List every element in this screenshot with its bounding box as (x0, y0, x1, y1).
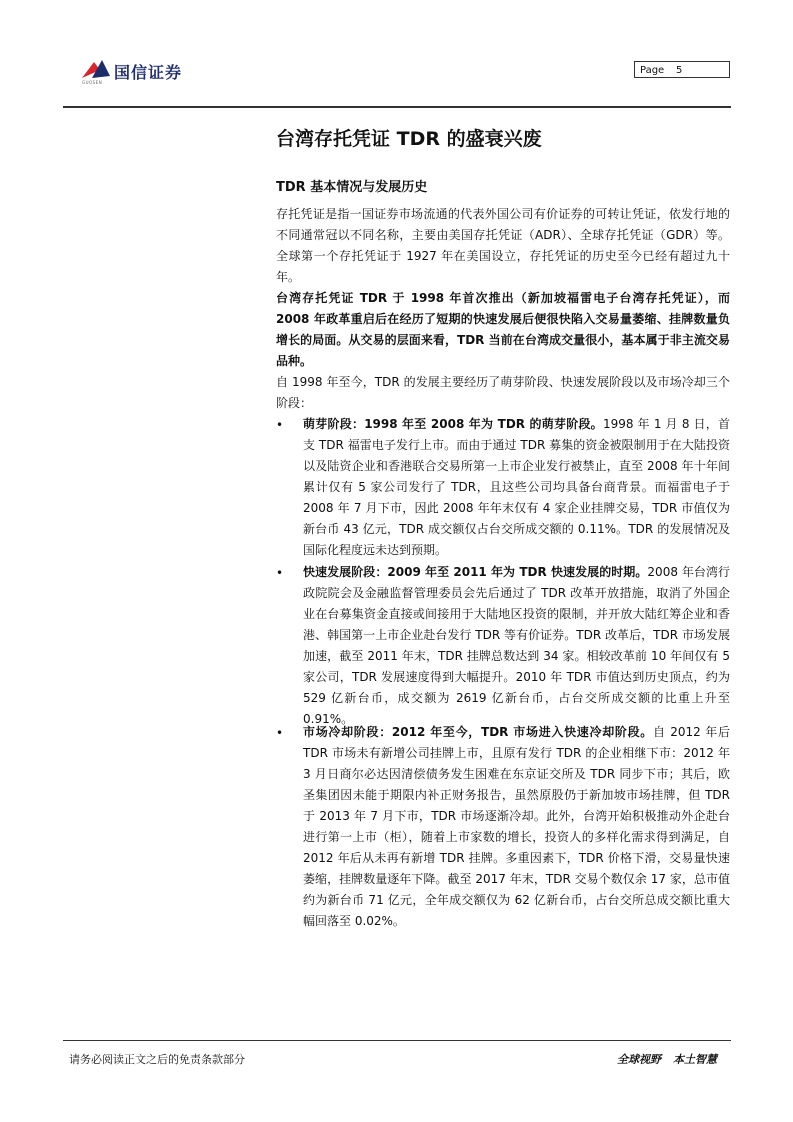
stage-1-body: 1998 年 1 月 8 日，首支 TDR 福雷电子发行上市。而由于通过 TDR 募集的资金被限制用于在大陆投资以及陆资企业和香港联合交易所第一上市企业发行被禁止，直至 2008 年十年间累计仅有 5 家公司发行了 TDR，且这些公司均具备台商背景。而福雷电子于 2008 年 7 月下市，因此 2008 年年末仅有 4 家企业挂牌交易，TDR 市值仅为新台币 43 亿元，TDR 成交额仅占台交所成交额的 0.11%。TDR 的发展情况及国际化程度远未达到预期。 (303, 417, 731, 557)
page-indicator (634, 61, 730, 78)
stage-2-lead: 快速发展阶段：2009 年至 2011 年为 TDR 快速发展的时期。 (303, 565, 648, 579)
company-logo (80, 56, 200, 92)
logo-subtext: GUOSEN (82, 80, 103, 85)
logo-text: 国信证券 (114, 63, 183, 82)
page-label: Page (640, 65, 665, 76)
page-title: 台湾存托凭证 TDR 的盛衰兴废 (276, 128, 542, 150)
footer-divider (63, 1040, 731, 1041)
slogan-part-1: 全球视野 (617, 1053, 661, 1066)
page-number: 5 (676, 65, 683, 76)
summary-paragraph: 台湾存托凭证 TDR 于 1998 年首次推出（新加坡福雷电子台湾存托凭证），而 2008 年政革重启后在经历了短期的快速发展后便很快陷入交易量萎缩、挂牌数量负增长的局面。从交易的层面来看，TDR 当前在台湾成交量很小，基本属于非主流交易品种。 (276, 291, 730, 368)
stage-3-item (303, 722, 730, 932)
stage-2-item (303, 562, 730, 730)
footer-disclaimer: 请务必阅读正文之后的免责条款部分 (69, 1053, 245, 1066)
stage-1-item (303, 414, 730, 561)
stage-3-body: 自 2012 年后 TDR 市场未有新增公司挂牌上市，且原有发行 TDR 的企业相继下市：2012 年 3 月日商尔必达因清偿债务发生困难在东京证交所及 TDR 同步下市；其后，欧圣集团因未能于期限内补正财务报告，虽然原股仍于新加坡市场挂牌，但 TDR 于 2013 年 7 月下市，TDR 市场逐渐冷却。此外，台湾开始积极推动外企赴台进行第一上市（柜），随着上市家数的增长，投资人的多样化需求得到满足，自 2012 年后从未再有新增 TDR 挂牌。多重因素下，TDR 价格下滑，交易量快速萎缩，挂牌数量逐年下降。截至 2017 年末，TDR 交易个数仅余 17 家，总市值约为新台币 71 亿元，全年成交额仅为 62 亿新台币，占台交所总成交额比重大幅回落至 0.02%。 (303, 725, 730, 928)
intro-paragraph: 存托凭证是指一国证券市场流通的代表外国公司有价证券的可转让凭证，依发行地的不同通常冠以不同名称，主要由美国存托凭证（ADR）、全球存托凭证（GDR）等。全球第一个存托凭证于 1927 年在美国设立，存托凭证的历史至今已经有超过九十年。 (276, 207, 730, 284)
stage-3-lead: 市场冷却阶段：2012 年至今，TDR 市场进入快速冷却阶段。 (303, 725, 654, 739)
stages-intro-paragraph: 自 1998 年至今，TDR 的发展主要经历了萌芽阶段、快速发展阶段以及市场冷却三个阶段： (276, 375, 730, 410)
section-heading: TDR 基本情况与发展历史 (276, 180, 428, 195)
bullet-icon: • (276, 726, 284, 740)
logo-mark-icon (80, 56, 112, 82)
slogan-part-2: 本土智慧 (673, 1053, 717, 1066)
footer-slogan (617, 1051, 717, 1067)
stage-2-body: 2008 年台湾行政院院会及金融监督管理委员会先后通过了 TDR 改革开放措施，取消了外国企业在台募集资金直接或间接用于大陆地区投资的限制，并开放大陆红筹企业和香港、韩国第一上市企业赴台发行 TDR 等有价证券。TDR 改革后，TDR 市场发展加速，截至 2011 年末，TDR 挂牌总数达到 34 家。相较改革前 10 年间仅有 5 家公司，TDR 发展速度得到大幅提升。2010 年 TDR 市值达到历史顶点，约为 529 亿新台币，成交额为 2619 亿新台币，占台交所成交额的比重上升至 0.91%。 (303, 565, 730, 726)
stage-1-lead: 萌芽阶段：1998 年至 2008 年为 TDR 的萌芽阶段。 (303, 417, 603, 431)
bullet-icon: • (276, 418, 284, 432)
bullet-icon: • (276, 566, 284, 580)
header-divider (63, 106, 731, 108)
